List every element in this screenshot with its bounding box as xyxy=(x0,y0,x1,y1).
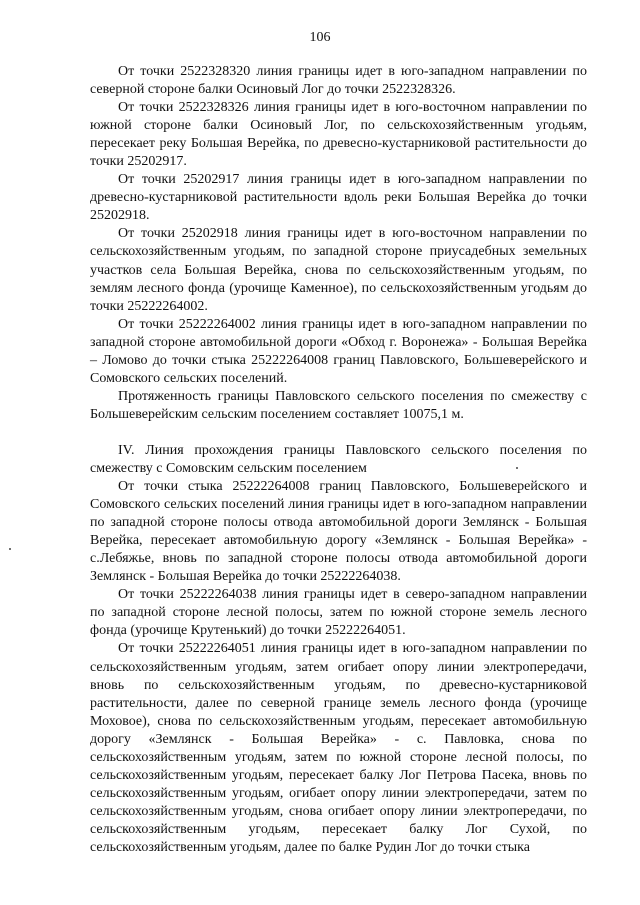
summary-paragraph: Протяженность границы Павловского сельского поселения по смежеству с Большеверейским сельским поселением составляет 10075,1 м. xyxy=(90,388,587,422)
paragraph: От точки 25202918 линия границы идет в юго-восточном направлении по сельскохозяйственным угодьям, по западной стороне приусадебных земельных участков села Большая Верейка, снова по сельскохозяйственным угодьям, по землям лесного фонда (урочище Каменное), по сельскохозяйственным угодьям до точки 25222264002. xyxy=(90,226,587,314)
paragraph-spacer xyxy=(90,424,587,442)
scan-speck xyxy=(9,548,11,550)
page-number: 106 xyxy=(309,30,331,45)
paragraph: От точки 2522328326 линия границы идет в юго-восточном направлении по южной стороне балки Осиновый Лог, по сельскохозяйственным угодьям, пересекает реку Большая Верейка, по древесно-кустарниковой растительности до точки 25202917. xyxy=(90,100,587,170)
scan-speck xyxy=(516,467,518,469)
paragraph: От точки 25222264038 линия границы идет в северо-западном направлении по западной стороне лесной полосы, затем по южной стороне земель лесного фонда (урочище Крутенький) до точки 25222264051. xyxy=(90,587,587,639)
section-heading: IV. Линия прохождения границы Павловского сельского поселения по смежеству с Сомовским сельским поселением xyxy=(90,442,587,476)
document-body xyxy=(90,63,587,857)
paragraph: От точки 25222264002 линия границы идет в юго-западном направлении по западной стороне автомобильной дороги «Обход г. Воронежа» - Большая Верейка – Ломово до точки стыка 25222264008 границ Павловского, Большеверейского и Сомовского сельских поселений. xyxy=(90,316,587,386)
paragraph: От точки стыка 25222264008 границ Павловского, Большеверейского и Сомовского сельских поселений линия границы идет в юго-западном направлении по западной стороне полосы отвода автомобильной дороги Землянск - Большая Верейка, пересекает автомобильную дорогу «Землянск - Большая Верейка» - с.Лебяжье, вновь по западной стороне полосы отвода автомобильной дороги Землянск - Большая Верейка до точки 25222264038. xyxy=(90,479,587,585)
paragraph: От точки 2522328320 линия границы идет в юго-западном направлении по северной стороне балки Осиновый Лог до точки 2522328326. xyxy=(90,64,587,98)
paragraph: От точки 25222264051 линия границы идет в юго-западном направлении по сельскохозяйственным угодьям, затем огибает опору линии электропередачи, вновь по сельскохозяйственным угодьям, по древесно-кустарниковой растительности, далее по северной границе земель лесного фонда (урочище Моховое), снова по сельскохозяйственным угодьям, пересекает автомобильную дорогу «Землянск - Большая Верейка» - с. Павловка, снова по сельскохозяйственным угодьям, затем по южной стороне лесной полосы, по сельскохозяйственным угодьям, пересекает балку Лог Петрова Пасека, вновь по сельскохозяйственным угодьям, огибает опору линии электропередачи, затем по сельскохозяйственным угодьям, снова огибает опору линии электропередачи, по сельскохозяйственным угодьям, пересекает балку Лог Сухой, по сельскохозяйственным угодьям, далее по балке Рудин Лог до точки стыка xyxy=(90,641,587,855)
paragraph: От точки 25202917 линия границы идет в юго-западном направлении по древесно-кустарниковой растительности вдоль реки Большая Верейка до точки 25202918. xyxy=(90,172,587,224)
